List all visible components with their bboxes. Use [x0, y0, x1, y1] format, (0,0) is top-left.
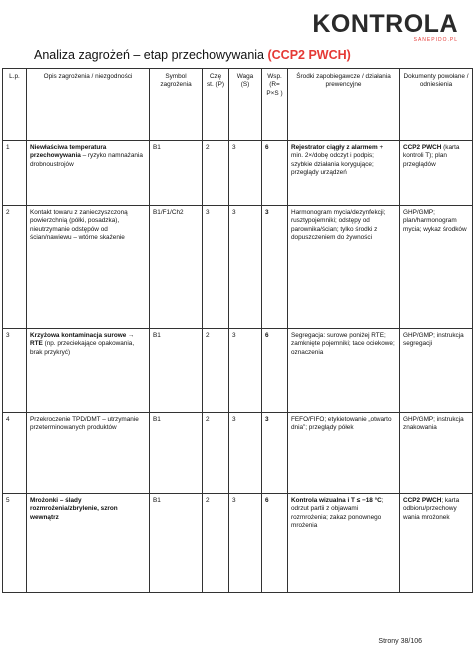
cell-opis [27, 494, 150, 593]
cell-opis [27, 206, 150, 329]
srodki-bold: Rejestrator ciągły z alarmem [291, 144, 378, 151]
cell-p: 2 [203, 494, 229, 593]
cell-symbol: B1/F1/Ch2 [150, 206, 203, 329]
cell-r: 6 [262, 329, 288, 413]
cell-r: 6 [262, 494, 288, 593]
cell-lp: 5 [3, 494, 27, 593]
cell-s: 3 [229, 141, 262, 206]
dok-rest: (karta kontroli T); plan przeglądów [403, 144, 460, 168]
srodki-rest: + min. 2×/dobę odczyt i podpis; szybkie działania korygujące; przeglądy urządzeń [291, 144, 384, 177]
header-czest: Czę st. (P) [203, 69, 229, 141]
header-dokumenty: Dokumenty powołane / odniesienia [400, 69, 473, 141]
logo-subtext: SANEPIDO.PL [413, 37, 458, 43]
cell-symbol: B1 [150, 329, 203, 413]
opis-rest: – ryzyko namnażania drobnoustrojów [30, 152, 143, 168]
cell-s: 3 [229, 494, 262, 593]
logo [312, 12, 458, 43]
cell-dokumenty [400, 413, 473, 494]
dok-bold: CCP2 PWCH [403, 497, 442, 504]
cell-r: 3 [262, 413, 288, 494]
cell-opis [27, 141, 150, 206]
table-row [3, 413, 473, 494]
header-lp: L.p. [3, 69, 27, 141]
hazard-table [2, 68, 473, 593]
cell-lp: 2 [3, 206, 27, 329]
table-row [3, 494, 473, 593]
title-accent: (CCP2 PWCH) [267, 48, 351, 62]
cell-lp: 4 [3, 413, 27, 494]
srodki-rest: FEFO/FIFO; etykietowanie „otwarto dnia”; przeglądy półek [291, 416, 392, 432]
title-text: Analiza zagrożeń – etap przechowywania [34, 48, 264, 62]
header-srodki: Środki zapobiegawcze / działania prewencyjne [288, 69, 400, 141]
opis-rest: Kontakt towaru z zanieczyszczoną powierzchnią (półki, posadzka), nieutrzymanie odstępów od ścian/nawiewu – wtórne skażenie [30, 209, 128, 242]
dok-rest: GHP/GMP; plan/harmonogram mycia; wykaz środków [403, 209, 467, 233]
logo-text: KONTROLA [312, 10, 458, 38]
opis-rest: Przekroczenie TPD/DMT – utrzymanie przeterminowanych produktów [30, 416, 139, 432]
cell-dokumenty [400, 494, 473, 593]
dok-bold: CCP2 PWCH [403, 144, 442, 151]
cell-s: 3 [229, 206, 262, 329]
cell-p: 2 [203, 413, 229, 494]
dok-rest: GHP/GMP; instrukcja znakowania [403, 416, 464, 432]
cell-symbol: B1 [150, 494, 203, 593]
cell-dokumenty [400, 329, 473, 413]
table-row [3, 141, 473, 206]
cell-symbol: B1 [150, 141, 203, 206]
cell-s: 3 [229, 329, 262, 413]
dok-rest: GHP/GMP; instrukcja segregacji [403, 332, 464, 348]
cell-lp: 3 [3, 329, 27, 413]
cell-srodki [288, 206, 400, 329]
table-row [3, 329, 473, 413]
header-opis: Opis zagrożenia / niezgodności [27, 69, 150, 141]
cell-p: 2 [203, 141, 229, 206]
cell-srodki [288, 141, 400, 206]
srodki-bold: Kontrola wizualna i T ≤ −18 °C [291, 497, 382, 504]
opis-bold: Krzyżowa kontaminacja surowe → RTE [30, 332, 135, 348]
dok-rest: ; karta odbioru/przechowy wania mrożonek [403, 497, 460, 521]
cell-p: 3 [203, 206, 229, 329]
srodki-rest: ; odrzut partii z objawami rozmrożenia; zakaz ponownego mrożenia [291, 497, 384, 530]
cell-p: 2 [203, 329, 229, 413]
opis-rest: (np. przeciekające opakowania, brak przykryć) [30, 340, 135, 356]
srodki-rest: Segregacja: surowe poniżej RTE; zamknięte pojemniki; tace ociekowe; oznaczenia [291, 332, 395, 356]
opis-bold: Mrożonki – ślady rozmrożenia/zbrylenie, szron wewnątrz [30, 497, 118, 521]
cell-dokumenty [400, 206, 473, 329]
cell-opis [27, 413, 150, 494]
cell-srodki [288, 413, 400, 494]
header-wsp: Wsp. (R= P×S ) [262, 69, 288, 141]
cell-symbol: B1 [150, 413, 203, 494]
cell-srodki [288, 329, 400, 413]
header-symbol: Symbol zagrożenia [150, 69, 203, 141]
opis-bold: Niewłaściwa temperatura przechowywania [30, 144, 107, 160]
header-waga: Waga (S) [229, 69, 262, 141]
cell-r: 3 [262, 206, 288, 329]
cell-s: 3 [229, 413, 262, 494]
cell-opis [27, 329, 150, 413]
page-number: Strony 38/106 [378, 638, 422, 645]
srodki-rest: Harmonogram mycia/dezynfekcji; rusztypojemniki; odstępy od parownika/ścian; tylko środki z dopuszczeniem do żywności [291, 209, 386, 242]
table-row [3, 206, 473, 329]
header-row [3, 69, 473, 141]
cell-r: 6 [262, 141, 288, 206]
cell-lp: 1 [3, 141, 27, 206]
cell-srodki [288, 494, 400, 593]
page-title [34, 48, 351, 62]
cell-dokumenty [400, 141, 473, 206]
